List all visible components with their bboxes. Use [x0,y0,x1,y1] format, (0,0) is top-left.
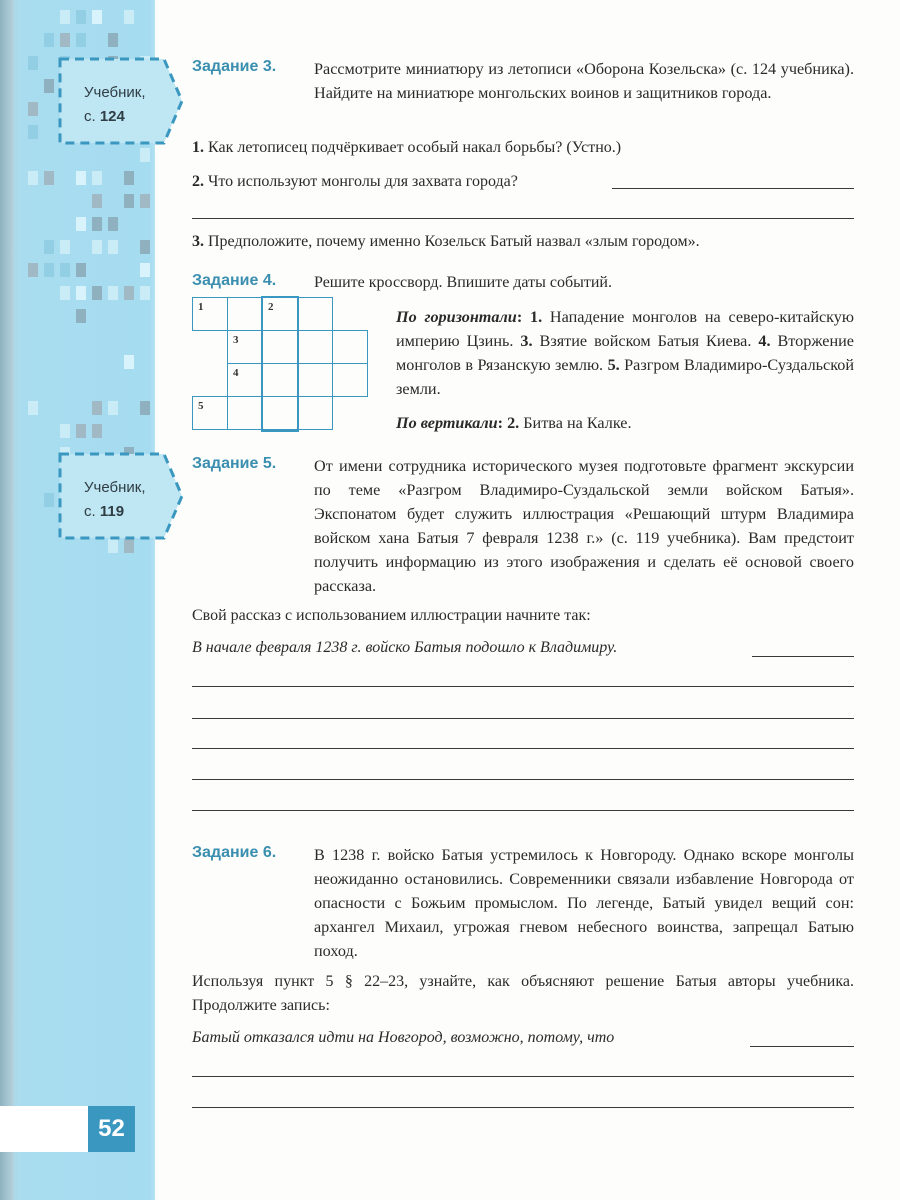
question-text: Что используют монголы для захвата города? [208,173,518,190]
page-number: 52 [88,1106,135,1152]
task5-label: Задание 5. [192,455,277,472]
answer-line[interactable] [192,1076,854,1077]
decorative-tile [60,263,70,277]
task3-label: Задание 3. [192,58,277,75]
crossword-vertical-highlight [261,296,299,432]
decorative-tile [92,401,102,415]
decorative-tile [28,102,38,116]
decorative-tile [140,240,150,254]
decorative-tile [28,171,38,185]
task3-question-2 [192,170,518,194]
down-label: По вертикали [396,414,498,432]
answer-line[interactable] [192,748,854,749]
decorative-tile [92,10,102,24]
decorative-tile [60,424,70,438]
task3-question-3 [192,230,700,254]
crossword-grid [192,297,337,433]
crossword-cell[interactable] [297,330,333,364]
decorative-tile [76,424,86,438]
decorative-tile [44,493,54,507]
crossword-cell[interactable] [297,396,333,430]
crossword-cell[interactable]: 3 [227,330,263,364]
textbook-ref-124 [58,57,184,145]
answer-line[interactable] [750,1046,854,1047]
decorative-tile [28,125,38,139]
task5-intro: От имени сотрудника исторического музея подготовьте фрагмент экскурсии по теме «Разгром Владимиро-Суздальской земли войском Батыя». Экспонатом будет служить иллюстрация «Решающий штурм Владимира войском хана Батыя 7 февраля 1238 г.» (с. 119 учебника). Вам предстоит получить информацию из этого изображения и сделать её основой своего рассказа. [314,457,854,595]
decorative-tile [44,171,54,185]
crossword-cell[interactable] [297,297,333,331]
task5-starter: В начале февраля 1238 г. войско Батыя подошло к Владимиру. [192,639,618,656]
decorative-tile [92,194,102,208]
decorative-tile [44,263,54,277]
question-number: 2. [192,173,204,190]
crossword-cell[interactable] [227,396,263,430]
decorative-tile [140,194,150,208]
decorative-tile [60,240,70,254]
decorative-tile [92,217,102,231]
decorative-tile [92,240,102,254]
decorative-tile [76,33,86,47]
decorative-tile [108,286,118,300]
decorative-tile [108,401,118,415]
answer-line[interactable] [192,779,854,780]
answer-line[interactable] [192,218,854,219]
ref-label: Учебник, [84,84,146,101]
across-label: По горизонтали [396,308,517,326]
decorative-tile [92,424,102,438]
ref-page-prefix: с. [84,108,96,125]
decorative-tile [28,263,38,277]
decorative-tile [108,240,118,254]
decorative-tile [124,171,134,185]
decorative-tile [140,148,150,162]
decorative-tile [108,539,118,553]
textbook-ref-119 [58,452,184,540]
question-number: 3. [192,233,204,250]
task6-intro: В 1238 г. войско Батыя устремилось к Новгороду. Однако вскоре монголы неожиданно остановились. Современники связали избавление Новгорода от опасности с Божьим промыслом. По легенде, Батый увидел вещий сон: архангел Михаил, угрожая гневом небесного воинства, запрещал Батыю поход. [314,846,854,960]
decorative-tile [108,33,118,47]
decorative-tile [28,56,38,70]
sidebar-edge [0,0,14,1200]
decorative-tile [76,309,86,323]
task4-intro: Решите кроссворд. Впишите даты событий. [314,274,612,291]
decorative-tile [76,171,86,185]
decorative-tile [60,286,70,300]
decorative-tile [140,401,150,415]
sidebar [0,0,155,1200]
decorative-tile [76,217,86,231]
crossword-cell[interactable]: 4 [227,363,263,397]
decorative-tile [140,263,150,277]
task5-instruction: Свой рассказ с использованием иллюстрации начните так: [192,607,591,624]
decorative-tile [124,539,134,553]
crossword-cell[interactable]: 1 [192,297,228,331]
answer-line[interactable] [192,718,854,719]
decorative-tile [44,240,54,254]
decorative-tile [76,10,86,24]
crossword-across-clues: По горизонтали: 1. Нападение монголов на северо-китайскую империю Цзинь. 3. Взятие войском Батыя Киева. 4. Вторжение монголов в Рязанскую землю. 5. Разгром Владимиро-Суздальской земли. [396,308,855,398]
crossword-cell[interactable] [297,363,333,397]
ref-page-prefix: с. [84,503,96,520]
task6-instruction: Используя пункт 5 § 22–23, узнайте, как объясняют решение Батыя авторы учебника. Продолжите запись: [192,973,854,1014]
task6-starter: Батый отказался идти на Новгород, возможно, потому, что [192,1029,615,1046]
decorative-tile [44,79,54,93]
crossword-cell[interactable]: 2 [262,297,298,331]
ref-page: 124 [99,108,125,125]
ref-text [84,81,146,129]
decorative-tile [92,286,102,300]
decorative-tile [76,286,86,300]
question-text: Как летописец подчёркивает особый накал борьбы? (Устно.) [208,139,622,156]
question-number: 1. [192,139,204,156]
crossword-cell[interactable] [227,297,263,331]
ref-text [84,476,146,524]
decorative-tile [124,355,134,369]
answer-line[interactable] [192,810,854,811]
ref-page: 119 [99,503,125,520]
crossword-cell[interactable]: 5 [192,396,228,430]
crossword-down-clues: По вертикали: 2. Битва на Калке. [396,414,632,432]
decorative-tile [140,286,150,300]
ref-label: Учебник, [84,479,146,496]
answer-line[interactable] [612,188,854,189]
crossword-cell[interactable] [332,363,368,397]
decorative-tile [124,194,134,208]
decorative-tile [124,10,134,24]
task3-intro: Рассмотрите миниатюру из летописи «Оборона Козельска» (с. 124 учебника). Найдите на миниатюре монгольских воинов и защитников города. [314,60,854,102]
decorative-tile [28,401,38,415]
answer-line[interactable] [192,686,854,687]
decorative-tile [92,171,102,185]
task3-question-1 [192,136,621,160]
decorative-tile [124,286,134,300]
crossword-cell[interactable] [332,330,368,364]
decorative-tile [108,217,118,231]
question-text: Предположите, почему именно Козельск Батый назвал «злым городом». [208,233,700,250]
answer-line[interactable] [192,1107,854,1108]
decorative-tile [60,10,70,24]
decorative-tile [76,263,86,277]
decorative-tile [60,33,70,47]
task4-label: Задание 4. [192,272,277,289]
answer-line[interactable] [752,656,854,657]
task6-label: Задание 6. [192,844,277,861]
decorative-tile [44,33,54,47]
